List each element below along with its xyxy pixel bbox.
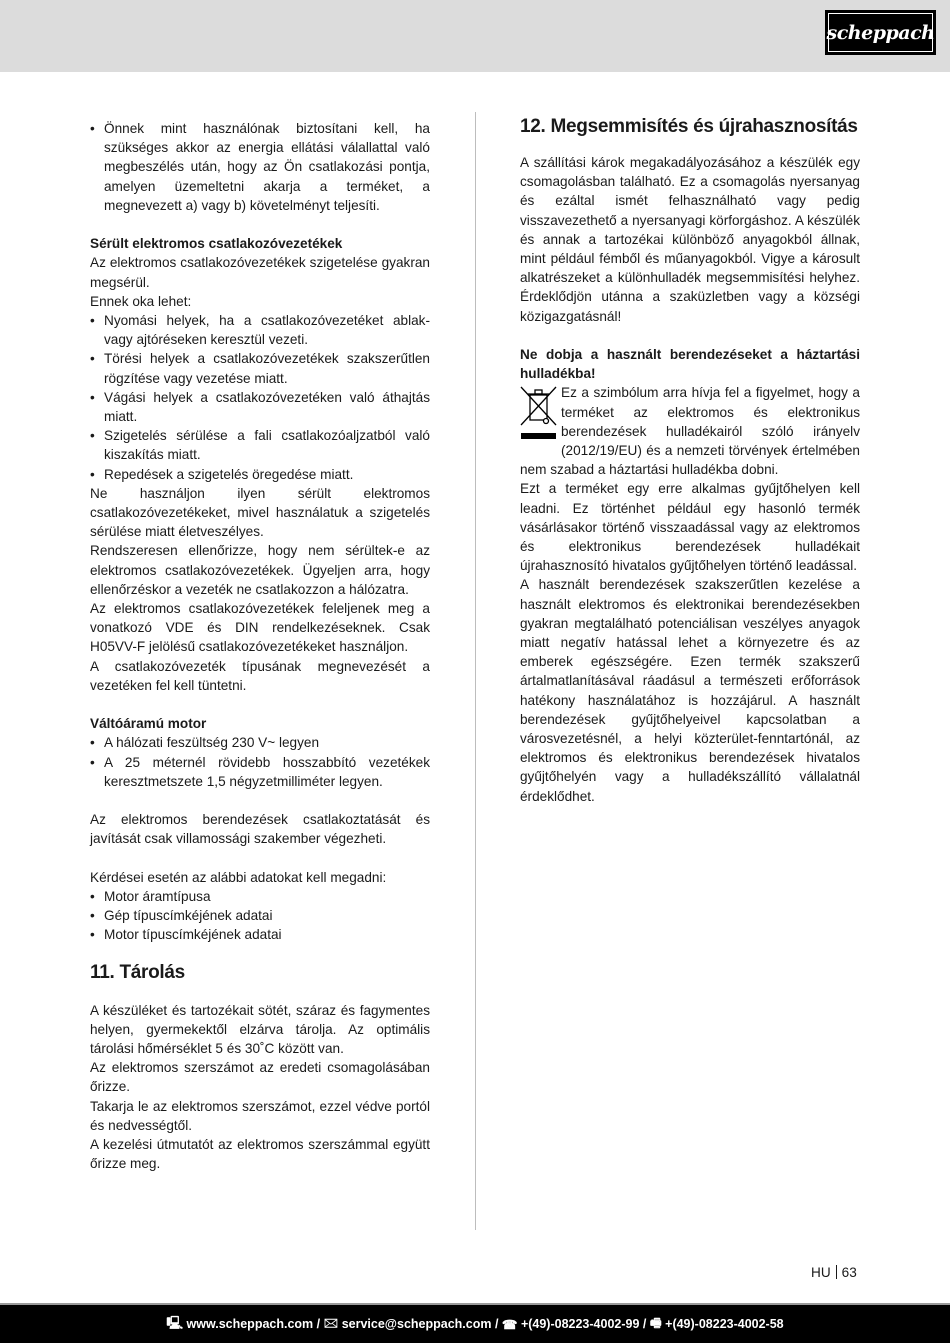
list-item: • Gép típuscímkéjének adatai (90, 908, 273, 924)
section-title-disposal: 12. Megsemmisítés és újrahasznosítás (520, 116, 858, 137)
phone-number: +(49)-08223-4002-99 (520, 1317, 640, 1331)
page-number-value: 63 (841, 1265, 857, 1280)
footer (0, 1305, 950, 1343)
paragraph: Kérdései esetén az alábbi adatokat kell megadni: (90, 869, 387, 885)
computer-icon: 🖳 (166, 1315, 187, 1330)
fax-icon: 🖷 (649, 1315, 666, 1330)
list-item-text: A 25 méternél rövidebb hosszabbító vezetékek keresztmetszete 1,5 négyzetmilliméter legyen. (104, 754, 430, 789)
crossed-out-bin-icon (520, 385, 558, 455)
paragraph: Ezt a terméket egy erre alkalmas gyűjtőhelyen kell leadni. Ez történhet például egy hasonló termék vásárlásakor történő visszaadással vagy az elektromos és elektronikus berendezések hulladékait újrahasznosító hivatalos gyűjtőhelyen történő leadással. (520, 481, 860, 574)
left-column (90, 119, 430, 1174)
scheppach-logo (825, 10, 936, 55)
list-item: • Törési helyek a csatlakozóvezetékek szakszerűtlen rögzítése vagy vezetése miatt. (90, 351, 430, 386)
logo-text: scheppach (828, 13, 933, 52)
motor-list (90, 733, 430, 791)
intro-list (90, 119, 430, 215)
paragraph: A készüléket és tartozékait sötét, száraz és fagymentes helyen, gyermekektől elzárva tárolja. Az optimális tárolási hőmérséklet 5 és 30˚C között van. (90, 1002, 430, 1057)
warning-heading: Ne dobja a használt berendezéseket a háztartási hulladékba! (520, 347, 860, 382)
list-item: • Vágási helyek a csatlakozóvezetéken való áthajtás miatt. (90, 389, 430, 425)
list-item-text: Gép típuscímkéjének adatai (104, 908, 273, 924)
list-item-text: Törési helyek a csatlakozóvezetékek szakszerűtlen rögzítése vagy vezetése miatt. (104, 351, 430, 386)
list-item: • A hálózati feszültség 230 V~ legyen (90, 735, 320, 751)
website-link[interactable]: www.scheppach.com (186, 1317, 314, 1331)
list-item: • Szigetelés sérülése a fali csatlakozóaljzatból való kiszakítás miatt. (90, 428, 430, 463)
separator (836, 1265, 837, 1279)
fax-number: +(49)-08223-4002-58 (665, 1317, 784, 1331)
page-number (811, 1265, 857, 1280)
paragraph: Az elektromos berendezések csatlakoztatását és javítását csak villamossági szakember végezheti. (90, 812, 430, 847)
list-item-text: Önnek mint használónak biztosítani kell, ha szükséges akkor az energia ellátási válallattal való megbeszélés után, hogy az Ön csatlakozási pontja, amelyen üzemeltetni akarja a terméket, a megnevezett a) vagy b) követelményt teljesíti. (104, 121, 430, 213)
section-heading-ac-motor: Váltóáramú motor (90, 716, 207, 732)
section-heading-damaged-cables: Sérült elektromos csatlakozóvezetékek (90, 236, 343, 252)
weee-paragraph: Ez a szimbólum arra hívja fel a figyelmet, hogy a terméket az elektromos és elektronikus berendezések hulladékairól szóló irányelv (2012/19/EU) és a nemzeti törvények értelmében nem szabad a háztartási hulladékba dobni. (520, 385, 860, 478)
paragraph: Ne használjon ilyen sérült elektromos csatlakozóvezetékeket, mivel használatuk a szigetelés sérülése miatt életveszélyes. (90, 485, 430, 540)
paragraph: Takarja le az elektromos szerszámot, ezzel védve portól és nedvességtől. (90, 1098, 430, 1133)
separator: / (491, 1317, 502, 1331)
email-link[interactable]: service@scheppach.com (341, 1317, 492, 1331)
paragraph: Rendszeresen ellenőrizze, hogy nem sérültek-e az elektromos csatlakozóvezetékek. Ügyeljen arra, hogy ellenőrzéskor a vezeték ne csatlakozzon a hálózatra. (90, 543, 430, 597)
list-item-text: Motor áramtípusa (104, 889, 211, 905)
column-divider (475, 112, 476, 1230)
list-item: • Motor áramtípusa (90, 889, 211, 905)
list-item: • Motor típuscímkéjének adatai (90, 927, 282, 943)
paragraph: Az elektromos csatlakozóvezetékek szigetelése gyakran megsérül. (90, 255, 430, 290)
paragraph: Az elektromos csatlakozóvezetékek feleljenek meg a vonatkozó VDE és DIN rendelkezéseknek. Csak H05VV-F jelölésű csatlakozóvezetékeket használjon. (90, 601, 430, 655)
paragraph: A csatlakozóvezeték típusának megnevezését a vezetéken fel kell tüntetni. (90, 658, 430, 693)
list-item: • Önnek mint használónak biztosítani kell, ha szükséges akkor az energia ellátási válallattal való megbeszélés után, hogy az Ön csatlakozási pontja, amelyen üzemeltetni akarja a terméket, a megnevezett a) vagy b) követelményt teljesíti. (90, 121, 430, 213)
list-item: • Repedések a szigetelés öregedése miatt. (90, 466, 354, 482)
header-bar (0, 0, 950, 72)
section-title-storage: 11. Tárolás (90, 961, 185, 983)
list-item-text: Nyomási helyek, ha a csatlakozóvezetéket ablak- vagy ajtóréseken keresztül vezeti. (104, 313, 430, 348)
list-item: • Nyomási helyek, ha a csatlakozóvezetéket ablak- vagy ajtóréseken keresztül vezeti. (90, 313, 430, 348)
separator: / (639, 1317, 650, 1331)
paragraph: Az elektromos szerszámot az eredeti csomagolásában őrizze. (90, 1060, 430, 1095)
paragraph: A kezelési útmutatót az elektromos szerszámmal együtt őrizze meg. (90, 1137, 430, 1172)
questions-list (90, 887, 430, 945)
language-code: HU (811, 1265, 831, 1280)
list-item-text: A hálózati feszültség 230 V~ legyen (104, 735, 320, 751)
paragraph: Ennek oka lehet: (90, 293, 192, 309)
mail-icon: 🖂 (323, 1315, 342, 1330)
phone-icon: ☎ (501, 1317, 521, 1332)
damage-causes-list (90, 311, 430, 484)
list-item-text: Motor típuscímkéjének adatai (104, 927, 282, 943)
list-item: • A 25 méternél rövidebb hosszabbító vezetékek keresztmetszete 1,5 négyzetmilliméter legyen. (90, 754, 430, 789)
list-item-text: Szigetelés sérülése a fali csatlakozóaljzatból való kiszakítás miatt. (104, 428, 430, 463)
paragraph: A szállítási károk megakadályozásához a készülék egy csomagolásban található. Ez a csomagolás nyersanyag és ezáltal ismét felhasználható vagy pedig visszavezethető a nyersanyagi körforgáshoz. A készülék és annak a tartozékai különböző anyagokból állnak, mint például fémből és műanyagokból. Vigye a károsult alkatrészeket a különhulladék megsemmisítési helyhez. Érdeklődjön utánna a szaküzletben vagy a községi közigazgatásnál! (520, 155, 860, 324)
separator: / (313, 1317, 324, 1331)
paragraph: A használt berendezések szakszerűtlen kezelése a használt elektromos és elektronikai berendezésekben gyakran megtalálható potenciálisan veszélyes anyagok miatt negatív hatással lehet a környezetre és az emberek egészségére. Ezen termék szakszerű ártalmatlanításával ráadásul a természeti erőforrások hatékony használatához is hozzájárul. A használt berendezések gyűjtőhelyeivel kapcsolatban a városvezetésnél, a helyi közterület-fenntartónál, az elektromos és elektronikus berendezések hivatalos gyűjtőhelyén vagy a hulladékszállító vállalatnál érdeklődhet. (520, 577, 860, 804)
list-item-text: Vágási helyek a csatlakozóvezetéken való áthajtás miatt. (104, 389, 430, 425)
list-item-text: Repedések a szigetelés öregedése miatt. (104, 466, 354, 482)
right-column (520, 116, 860, 806)
